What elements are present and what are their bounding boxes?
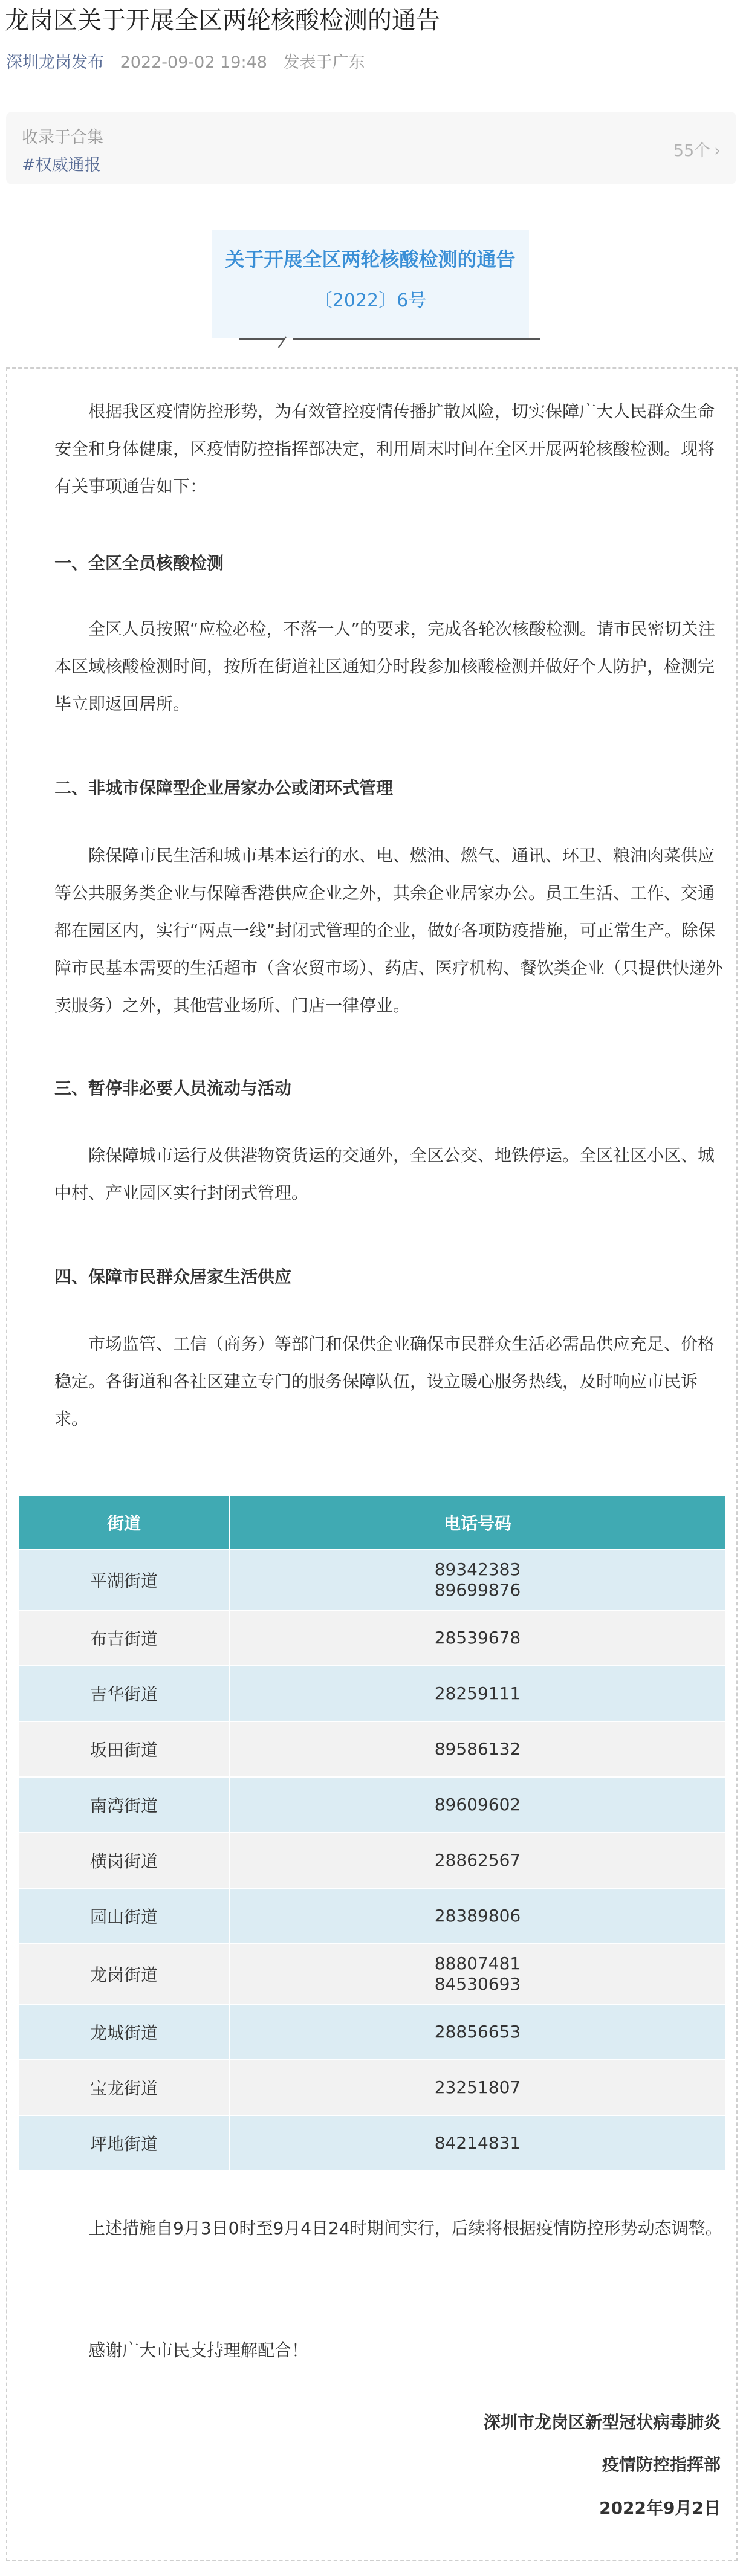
phone-cell [229, 1777, 726, 1833]
notice-heading: 关于开展全区两轮核酸检测的通告 [225, 248, 516, 271]
section-2-heading: 二、非城市保障型企业居家办公或闭环式管理 [54, 778, 394, 798]
street-cell: 吉华街道 [19, 1666, 229, 1721]
thanks-paragraph: 感谢广大市民支持理解配合！ [88, 2340, 309, 2360]
phone-cell [229, 1610, 726, 1666]
publish-time: 2022-09-02 19:48 [120, 53, 267, 72]
collection-count[interactable] [673, 137, 721, 161]
table-row [19, 1944, 726, 2004]
collection-label: 收录于合集 [22, 128, 103, 147]
phone-number[interactable]: 89586132 [434, 1739, 521, 1759]
street-cell: 南湾街道 [19, 1777, 229, 1833]
street-cell: 横岗街道 [19, 1833, 229, 1888]
section-4-text: 市场监管、工信（商务）等部门和保供企业确保市民群众生活必需品供应充足、价格稳定。各街道和各社区建立专门的服务保障队伍，设立暖心服务热线，及时响应市民诉求。 [54, 1334, 715, 1429]
table-row [19, 1666, 726, 1721]
section-1-text: 全区人员按照“应检必检，不落一人”的要求，完成各轮次核酸检测。请市民密切关注本区域核酸检测时间，按所在街道社区通知分时段参加核酸检测并做好个人防护，检测完毕立即返回居所。 [54, 619, 716, 714]
table-row [19, 1721, 726, 1777]
signature-date: 2022年9月2日 [599, 2498, 721, 2518]
notice-header [212, 230, 529, 338]
phone-cell [229, 2004, 726, 2060]
street-cell: 布吉街道 [19, 1610, 229, 1666]
section-1-heading: 一、全区全员核酸检测 [54, 553, 224, 573]
phone-number[interactable]: 28862567 [434, 1850, 521, 1870]
phone-number[interactable]: 23251807 [434, 2077, 521, 2097]
table-row [19, 1777, 726, 1833]
phone-number[interactable]: 28856653 [434, 2022, 521, 2042]
street-cell: 园山街道 [19, 1888, 229, 1944]
phone-cell [229, 1888, 726, 1944]
phone-number-secondary[interactable]: 89699876 [434, 1580, 521, 1600]
street-cell: 龙岗街道 [19, 1944, 229, 2004]
table-row [19, 1888, 726, 1944]
phone-cell [229, 2115, 726, 2171]
table-header-row [19, 1495, 726, 1550]
signature-org-line1: 深圳市龙岗区新型冠状病毒肺炎 [483, 2412, 721, 2432]
header-divider-right [293, 338, 540, 340]
section-2-text: 除保障市民生活和城市基本运行的水、电、燃油、燃气、通讯、环卫、粮油肉菜供应等公共服务类企业与保障香港供应企业之外，其余企业居家办公。员工生活、工作、交通都在园区内，实行“两点一线”封闭式管理的企业，做好各项防疫措施，可正常生产。除保障市民基本需要的生活超市（含农贸市场）、药店、医疗机构、餐饮类企业（只提供快递外卖服务）之外，其他营业场所、门店一律停业。 [54, 846, 724, 1015]
table-row [19, 2004, 726, 2060]
phone-number[interactable]: 84214831 [434, 2133, 521, 2153]
phone-number-secondary[interactable]: 84530693 [434, 1974, 521, 1994]
article-title: 龙岗区关于开展全区两轮核酸检测的通告 [5, 7, 440, 34]
street-cell: 坪地街道 [19, 2115, 229, 2171]
table-row [19, 1550, 726, 1610]
phone-number[interactable]: 28389806 [434, 1906, 521, 1926]
phone-cell [229, 1666, 726, 1721]
column-header-phone: 电话号码 [229, 1495, 726, 1550]
collection-tag-link[interactable]: #权威通报 [22, 156, 101, 175]
phone-number[interactable]: 88807481 [434, 1953, 521, 1973]
signature-org-line2: 疫情防控指挥部 [602, 2455, 721, 2474]
phone-number[interactable]: 89342383 [434, 1559, 521, 1579]
street-cell: 宝龙街道 [19, 2060, 229, 2115]
section-3-text: 除保障城市运行及供港物资货运的交通外，全区公交、地铁停运。全区社区小区、城中村、产业园区实行封闭式管理。 [54, 1145, 715, 1203]
phone-cell [229, 1550, 726, 1610]
street-cell: 坂田街道 [19, 1721, 229, 1777]
closing-paragraph: 上述措施自9月3日0时至9月4日24时期间实行，后续将根据疫情防控形势动态调整。 [88, 2218, 722, 2238]
header-divider-left [239, 338, 284, 340]
publish-location: 发表于广东 [283, 53, 365, 72]
table-row [19, 2060, 726, 2115]
table-row [19, 2115, 726, 2171]
collection-card[interactable] [6, 112, 736, 184]
table-row [19, 1833, 726, 1888]
column-header-street: 街道 [19, 1495, 229, 1550]
phone-number[interactable]: 28539678 [434, 1628, 521, 1648]
section-3-heading: 三、暂停非必要人员流动与活动 [54, 1078, 292, 1098]
section-4-heading: 四、保障市民群众居家生活供应 [54, 1267, 292, 1287]
phone-cell [229, 1721, 726, 1777]
account-name-link[interactable]: 深圳龙岗发布 [6, 53, 104, 72]
article-meta [6, 51, 365, 75]
phone-cell [229, 2060, 726, 2115]
notice-number: 〔2022〕6号 [314, 290, 427, 311]
street-cell: 龙城街道 [19, 2004, 229, 2060]
phone-number[interactable]: 89609602 [434, 1794, 521, 1814]
phone-number[interactable]: 28259111 [434, 1683, 521, 1703]
phone-cell [229, 1944, 726, 2004]
chevron-right-icon: › [714, 141, 721, 160]
table-row [19, 1610, 726, 1666]
hotline-table [18, 1495, 727, 2172]
street-cell: 平湖街道 [19, 1550, 229, 1610]
intro-paragraph: 根据我区疫情防控形势，为有效管控疫情传播扩散风险，切实保障广大人民群众生命安全和身体健康，区疫情防控指挥部决定，利用周末时间在全区开展两轮核酸检测。现将有关事项通告如下： [54, 401, 715, 496]
collection-count-text: 55个 [673, 141, 711, 160]
phone-cell [229, 1833, 726, 1888]
